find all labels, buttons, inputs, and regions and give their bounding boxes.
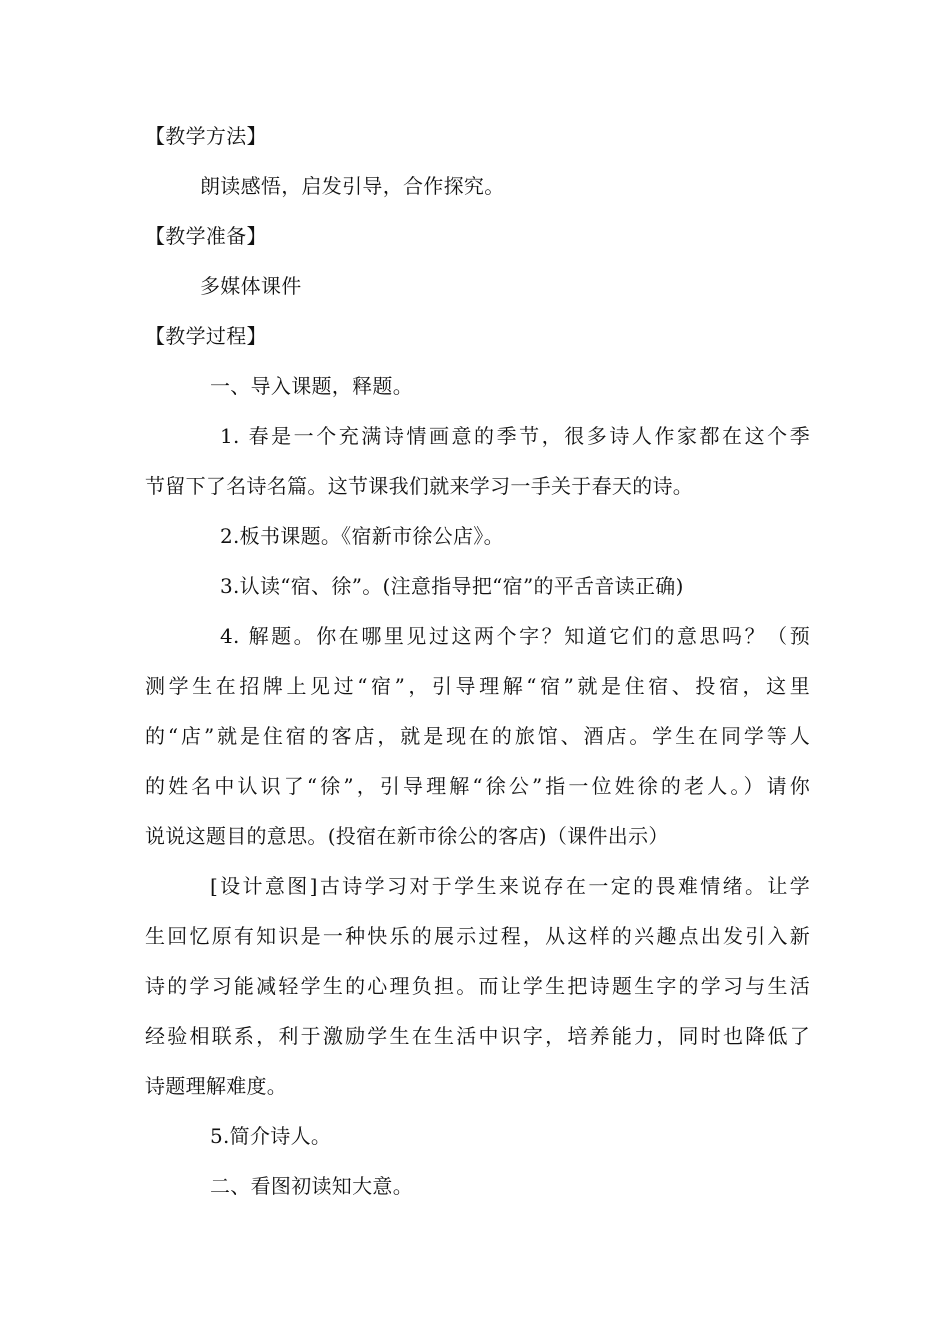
design-line-4: 经验相联系，利于激励学生在生活中识字，培养能力，同时也降低了 (145, 1024, 810, 1048)
heading-teaching-process: 【教学过程】 (145, 324, 267, 348)
design-line-1: [设计意图]古诗学习对于学生来说存在一定的畏难情绪。让学 (210, 874, 810, 898)
item4-line-3: 的“店”就是住宿的客店，就是现在的旅馆、酒店。学生在同学等人 (145, 724, 810, 748)
step1-title: 一、导入课题，释题。 (210, 374, 413, 398)
teaching-method-text: 朗读感悟，启发引导，合作探究。 (200, 174, 505, 198)
item2-text: 2.板书课题。《宿新市徐公店》。 (220, 524, 504, 548)
teaching-prep-text: 多媒体课件 (200, 274, 302, 298)
item3-text: 3.认读“宿、徐”。(注意指导把“宿”的平舌音读正确) (220, 574, 684, 598)
step2-title: 二、看图初读知大意。 (210, 1174, 413, 1198)
item4-line-4: 的姓名中认识了“徐”，引导理解“徐公”指一位姓徐的老人。）请你 (145, 774, 810, 798)
item4-line-2: 测学生在招牌上见过“宿”，引导理解“宿”就是住宿、投宿，这里 (145, 674, 810, 698)
item5-text: 5.简介诗人。 (210, 1124, 332, 1148)
item1-line-2: 节留下了名诗名篇。这节课我们就来学习一手关于春天的诗。 (145, 474, 694, 498)
item4-line-1: 4. 解题。你在哪里见过这两个字？知道它们的意思吗？（预 (220, 624, 810, 648)
heading-teaching-method: 【教学方法】 (145, 124, 267, 148)
heading-teaching-prep: 【教学准备】 (145, 224, 267, 248)
item1-line-1: 1. 春是一个充满诗情画意的季节，很多诗人作家都在这个季 (220, 424, 810, 448)
design-line-2: 生回忆原有知识是一种快乐的展示过程，从这样的兴趣点出发引入新 (145, 924, 810, 948)
design-line-5: 诗题理解难度。 (145, 1074, 288, 1098)
design-line-3: 诗的学习能减轻学生的心理负担。而让学生把诗题生字的学习与生活 (145, 974, 810, 998)
item4-line-5: 说说这题目的意思。(投宿在新市徐公的客店)（课件出示） (145, 824, 669, 848)
